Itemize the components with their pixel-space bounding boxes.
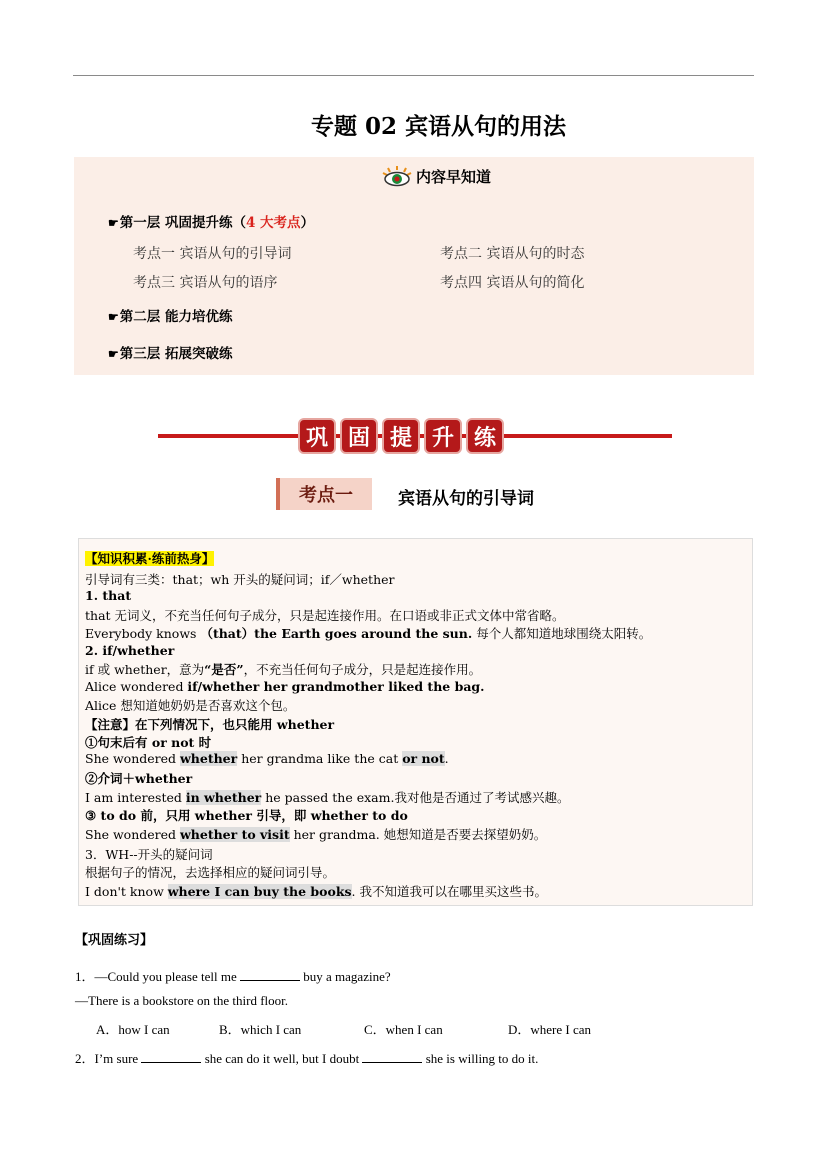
text-span: I don't know (85, 884, 168, 899)
knowledge-line: that 无词义，不充当任何句子成分，只是起连接作用。在口语或非正式文体中常省略。 (85, 608, 565, 623)
text-span: Everybody knows (85, 626, 201, 641)
kaodian-badge: 考点一 (276, 478, 372, 510)
highlight-span: whether to visit (180, 827, 290, 842)
toc-header (382, 162, 491, 190)
page-title: 专题 02 宾语从句的用法 (310, 113, 567, 140)
answer-blank[interactable] (240, 970, 300, 981)
knowledge-line (85, 660, 481, 678)
knowledge-line: 根据句子的情况，去选择相应的疑问词引导。 (85, 865, 336, 880)
knowledge-line (85, 624, 651, 642)
pointing-hand-icon: ☛ (108, 216, 119, 230)
toc-kaodian-1: 考点一 宾语从句的引导词 (133, 246, 292, 262)
banner-char: 提 (382, 418, 420, 454)
practice-heading: 【巩固练习】 (75, 932, 154, 947)
text-span: . (444, 751, 449, 766)
text-span: Alice wondered (85, 679, 188, 694)
text-span: “是否” (204, 662, 244, 677)
toc-kaodian-3: 考点三 宾语从句的语序 (133, 275, 278, 291)
banner-char: 固 (340, 418, 378, 454)
toc-level-1-label: 第一层 巩固提升练 (119, 215, 233, 231)
text-span: 【注意】在下列情况下，也只能用 (85, 717, 273, 732)
text-span: She wondered (85, 827, 181, 842)
toc-kaodian-2: 考点二 宾语从句的时态 (440, 246, 585, 262)
toc-kaodian-4: 考点四 宾语从句的简化 (440, 275, 585, 291)
option-b[interactable]: B．which I can (219, 1022, 302, 1037)
banner-chars (298, 418, 504, 454)
question-1-reply: —There is a bookstore on the third floor. (75, 993, 289, 1008)
eye-icon (382, 165, 412, 187)
text-span: She wondered (85, 751, 181, 766)
text-span: if 或 whether，意为 (85, 662, 205, 677)
text-span: 每个人都知道地球围绕太阳转。 (472, 626, 652, 641)
knowledge-line: 2. if/whether (85, 643, 175, 658)
knowledge-line: 1. that (85, 588, 132, 603)
text-span: I am interested (85, 790, 186, 805)
knowledge-line (85, 715, 334, 733)
text-span: ，不充当任何句子成分，只是起连接作用。 (243, 662, 482, 677)
toc-level-2 (108, 305, 232, 325)
highlight-span: whether (180, 751, 238, 766)
knowledge-line (85, 679, 485, 694)
text-span: he passed the exam.我对他是否通过了考试感兴趣。 (261, 790, 570, 805)
knowledge-line (85, 751, 449, 766)
text-span: buy a magazine? (300, 969, 391, 984)
toc-level-3-label: 第三层 拓展突破练 (119, 346, 233, 362)
knowledge-line: 3．WH--开头的疑问词 (85, 847, 213, 862)
answer-blank[interactable] (141, 1052, 201, 1063)
kaodian-title: 宾语从句的引导词 (398, 489, 534, 509)
toc-level-1-paren-open: （ (232, 215, 246, 231)
knowledge-line (85, 882, 547, 900)
knowledge-line (85, 788, 569, 806)
text-span: her grandma. 她想知道是否要去探望奶奶。 (289, 827, 547, 842)
knowledge-line (85, 825, 546, 843)
knowledge-line: ①句末后有 or not 时 (85, 735, 212, 750)
toc-header-label: 内容早知道 (416, 167, 492, 186)
toc-level-1-count: 4 大考点 (245, 215, 301, 231)
toc-level-3 (108, 342, 232, 362)
highlight-span: or not (402, 751, 445, 766)
option-d[interactable]: D．where I can (508, 1022, 592, 1037)
banner-char: 升 (424, 418, 462, 454)
header-rule (73, 75, 754, 76)
text-span: . 我不知道我可以在哪里买这些书。 (351, 884, 547, 899)
knowledge-line: Alice 想知道她奶奶是否喜欢这个包。 (85, 698, 296, 713)
text-span: her grandma like the cat (237, 751, 403, 766)
toc-level-1 (108, 211, 314, 231)
text-span: 2．I’m sure (75, 1051, 142, 1066)
toc-level-2-label: 第二层 能力培优练 (119, 309, 233, 325)
text-span: if/whether her grandmother liked the bag. (187, 679, 485, 694)
knowledge-line: ②介词＋whether (85, 771, 193, 786)
pointing-hand-icon: ☛ (108, 310, 119, 324)
question-2 (75, 1048, 538, 1067)
knowledge-line: 引导词有三类：that；wh 开头的疑问词；if／whether (85, 572, 395, 587)
pointing-hand-icon: ☛ (108, 347, 119, 361)
option-c[interactable]: C．when I can (364, 1022, 443, 1037)
highlight-span: in whether (185, 790, 262, 805)
highlight-span: where I can buy the books (167, 884, 352, 899)
text-span: （that）the Earth goes around the sun. (200, 626, 473, 641)
knowledge-heading-text: 【知识积累·练前热身】 (85, 551, 215, 566)
text-span: whether (272, 717, 335, 732)
question-1 (75, 966, 391, 985)
banner-char: 练 (466, 418, 504, 454)
text-span: 1．—Could you please tell me (75, 969, 241, 984)
option-a[interactable]: A．how I can (96, 1022, 170, 1037)
toc-level-1-paren-close: ） (300, 215, 315, 231)
text-span: she is willing to do it. (422, 1051, 539, 1066)
answer-blank[interactable] (362, 1052, 422, 1063)
knowledge-line: ③ to do 前，只用 whether 引导，即 whether to do (85, 808, 408, 823)
knowledge-heading (85, 549, 214, 567)
section-banner (158, 418, 672, 456)
banner-char: 巩 (298, 418, 336, 454)
text-span: she can do it well, but I doubt (201, 1051, 363, 1066)
